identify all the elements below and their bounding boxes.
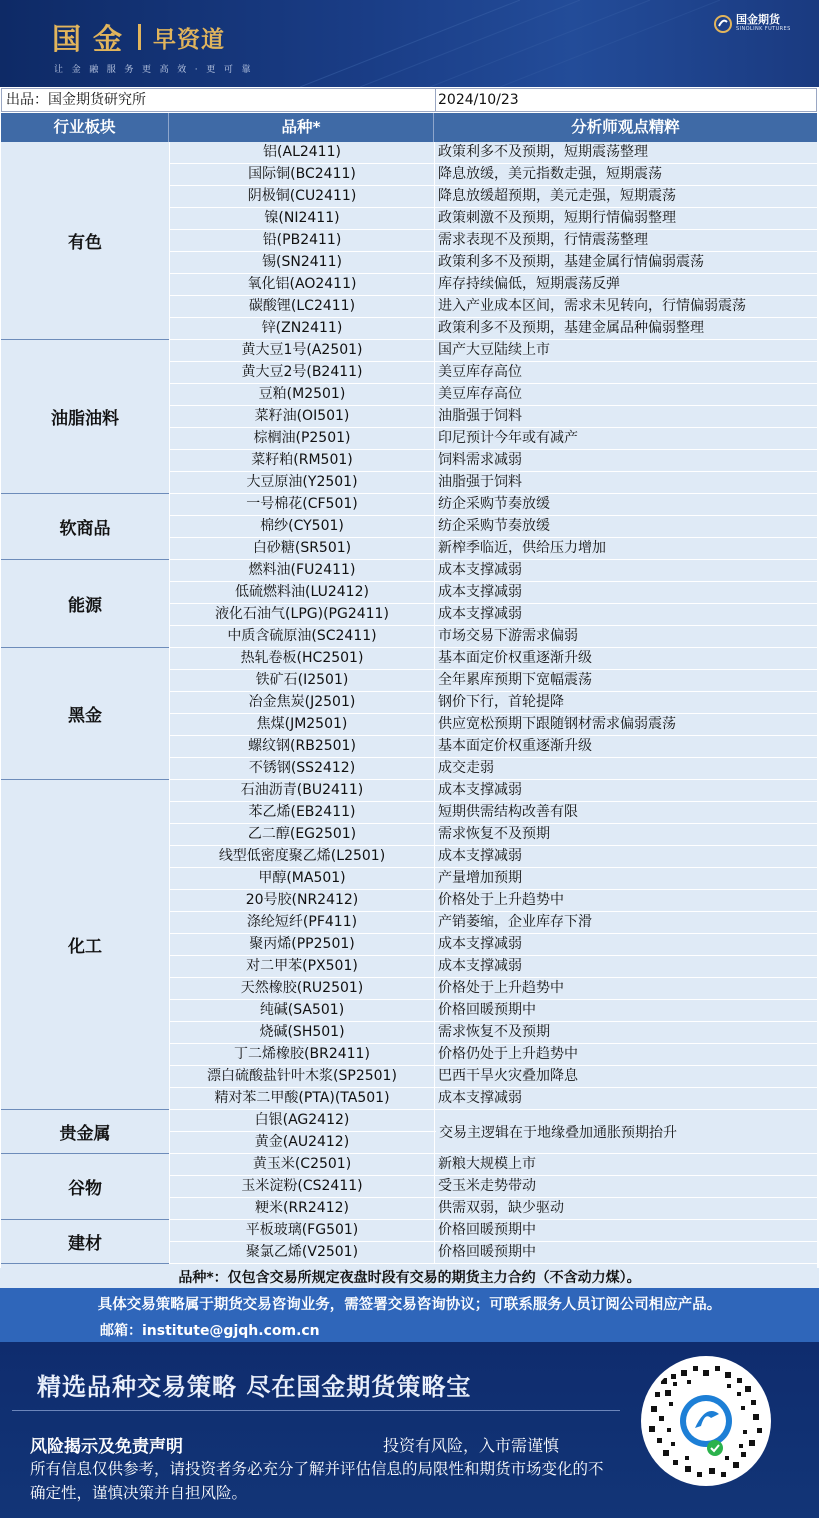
product-cell: 低硫燃料油(LU2412) [169,582,435,603]
table-row [169,340,817,362]
table-row [169,846,817,868]
product-cell: 螺纹钢(RB2501) [169,736,435,757]
view-cell: 成本支撑减弱 [438,782,522,798]
sector-label: 黑金 [1,648,169,780]
product-cell: 焦煤(JM2501) [169,714,435,735]
view-cell: 新榨季临近，供给压力增加 [438,540,606,556]
product-cell: 菜籽油(OI501) [169,406,435,427]
table-row [169,780,817,802]
table-row [169,1154,817,1176]
table-row [169,274,817,296]
promo-title: 精选品种交易策略 尽在国金期货策略宝 [37,1372,472,1401]
product-cell: 纯碱(SA501) [169,1000,435,1021]
view-cell: 价格回暖预期中 [438,1222,536,1238]
product-cell: 镍(NI2411) [169,208,435,229]
product-cell: 石油沥青(BU2411) [169,780,435,801]
consulting-notice [0,1288,819,1342]
view-cell: 政策利多不及预期，短期震荡整理 [438,144,648,160]
view-cell: 降息放缓，美元指数走强，短期震荡 [438,166,662,182]
product-cell: 黄玉米(C2501) [169,1154,435,1175]
brand-guo: 国 [52,21,84,56]
view-cell: 成本支撑减弱 [438,848,522,864]
table-row [169,384,817,406]
product-cell: 漂白硫酸盐针叶木浆(SP2501) [169,1066,435,1087]
view-cell: 价格处于上升趋势中 [438,892,564,908]
table-row [169,318,817,340]
product-cell: 天然橡胶(RU2501) [169,978,435,999]
product-cell: 阴极铜(CU2411) [169,186,435,207]
column-header-sector: 行业板块 [1,113,169,142]
view-cell: 产量增加预期 [438,870,522,886]
view-cell: 美豆库存高位 [438,364,522,380]
risk-warning: 投资有风险，入市需谨慎 [383,1436,560,1455]
product-cell: 粳米(RR2412) [169,1198,435,1219]
product-cell: 精对苯二甲酸(PTA)(TA501) [169,1088,435,1109]
table-row [169,516,817,538]
product-cell: 锌(ZN2411) [169,318,435,339]
product-cell: 棕榈油(P2501) [169,428,435,449]
product-cell: 豆粕(M2501) [169,384,435,405]
view-cell: 成本支撑减弱 [438,562,522,578]
table-row [169,582,817,604]
product-cell: 棉纱(CY501) [169,516,435,537]
table-row [169,648,817,670]
sector-label: 贵金属 [1,1110,169,1154]
view-cell: 受玉米走势带动 [438,1178,536,1194]
table-row [169,560,817,582]
table-row [169,912,817,934]
product-cell: 铅(PB2411) [169,230,435,251]
product-cell: 热轧卷板(HC2501) [169,648,435,669]
view-cell: 成本支撑减弱 [438,936,522,952]
view-cell: 供应宽松预期下跟随钢材需求偏弱震荡 [438,716,676,732]
product-cell: 大豆原油(Y2501) [169,472,435,493]
qr-code[interactable] [641,1356,771,1486]
view-cell: 巴西干旱火灾叠加降息 [438,1068,578,1084]
product-cell: 铝(AL2411) [169,142,435,163]
view-cell: 纺企采购节奏放缓 [438,496,550,512]
company-name: 国金期货 [736,13,780,26]
view-cell: 价格回暖预期中 [438,1244,536,1260]
sector-label: 油脂油料 [1,340,169,494]
view-cell: 降息放缓超预期，美元走强，短期震荡 [438,188,676,204]
product-cell: 线型低密度聚乙烯(L2501) [169,846,435,867]
brand-jin: 金 [93,21,125,56]
table-row [169,1066,817,1088]
product-cell: 聚氯乙烯(V2501) [169,1242,435,1263]
table-row [169,428,817,450]
brand-column-name: 早资道 [153,26,226,53]
risk-disclosure-text: 所有信息仅供参考，请投资者务必充分了解并评估信息的局限性和期货市场变化的不确定性，谨慎决策并自担风险。 [30,1460,604,1502]
table-row [169,626,817,648]
view-cell: 供需双弱，缺少驱动 [438,1200,564,1216]
view-cell: 成本支撑减弱 [438,584,522,600]
view-cell: 需求恢复不及预期 [438,1024,550,1040]
table-row [169,1242,817,1264]
product-cell: 聚丙烯(PP2501) [169,934,435,955]
consulting-notice-text: 具体交易策略属于期货交易咨询业务，需签署交易咨询协议；可联系服务人员订阅公司相应产品。 [97,1297,722,1313]
table-row [169,890,817,912]
table-row [169,736,817,758]
brand-divider [138,24,141,50]
sector-label: 建材 [1,1220,169,1264]
view-cell: 成本支撑减弱 [438,958,522,974]
column-header-product: 品种* [169,113,434,142]
view-cell: 基本面定价权重逐渐升级 [438,650,592,666]
table-row [169,1176,817,1198]
table-row [169,142,817,164]
contact-email[interactable]: 邮箱：institute@gjqh.com.cn [100,1323,320,1339]
view-cell: 需求表现不及预期，行情震荡整理 [438,232,648,248]
view-cell: 价格仍处于上升趋势中 [438,1046,578,1062]
table-row [169,406,817,428]
table-row [169,978,817,1000]
product-cell: 黄大豆1号(A2501) [169,340,435,361]
view-cell: 成本支撑减弱 [438,606,522,622]
footnote: 品种*：仅包含交易所规定夜盘时段有交易的期货主力合约（不含动力煤）。 [0,1268,819,1288]
product-cell: 烧碱(SH501) [169,1022,435,1043]
table-row [169,868,817,890]
view-cell: 饲料需求减弱 [438,452,522,468]
sector-label: 能源 [1,560,169,648]
table-row [169,956,817,978]
table-row [169,604,817,626]
view-cell: 基本面定价权重逐渐升级 [438,738,592,754]
brand-logo [52,20,225,54]
product-cell: 涤纶短纤(PF411) [169,912,435,933]
sector-label: 软商品 [1,494,169,560]
publisher: 出品：国金期货研究所 [1,88,436,112]
promo-divider [12,1410,620,1411]
product-cell: 铁矿石(I2501) [169,670,435,691]
product-cell: 菜籽粕(RM501) [169,450,435,471]
table-header [1,113,817,142]
product-cell: 燃料油(FU2411) [169,560,435,581]
product-cell: 白银(AG2412) [169,1110,435,1131]
table-row [169,824,817,846]
table-row [169,1000,817,1022]
table-row [169,538,817,560]
view-cell: 印尼预计今年或有减产 [438,430,578,446]
view-cell: 成本支撑减弱 [438,1090,522,1106]
view-cell: 产销萎缩，企业库存下滑 [438,914,592,930]
table-row [169,692,817,714]
view-cell: 进入产业成本区间，需求未见转向，行情偏弱震荡 [438,298,746,314]
product-cell: 甲醇(MA501) [169,868,435,889]
slogan: 让金融服务更高效·更可靠 [54,65,260,75]
view-cell: 纺企采购节奏放缓 [438,518,550,534]
table-row [169,1022,817,1044]
product-cell: 国际铜(BC2411) [169,164,435,185]
table-row [169,450,817,472]
view-cell: 价格回暖预期中 [438,1002,536,1018]
product-cell: 一号棉花(CF501) [169,494,435,515]
table-row [169,230,817,252]
product-cell: 中质含硫原油(SC2411) [169,626,435,647]
table-row [169,758,817,780]
table-body [1,142,817,1268]
view-cell: 新粮大规模上市 [438,1156,536,1172]
view-cell: 美豆库存高位 [438,386,522,402]
table-row [169,186,817,208]
view-cell: 油脂强于饲料 [438,408,522,424]
table-row [169,1044,817,1066]
view-cell: 短期供需结构改善有限 [438,804,578,820]
sector-label: 化工 [1,780,169,1110]
table-row [169,670,817,692]
product-cell: 液化石油气(LPG)(PG2411) [169,604,435,625]
product-cell: 对二甲苯(PX501) [169,956,435,977]
table-row [169,252,817,274]
company-logo [714,14,791,33]
product-cell: 碳酸锂(LC2411) [169,296,435,317]
product-cell: 黄金(AU2412) [169,1132,435,1153]
column-header-view: 分析师观点精粹 [571,118,680,136]
view-cell: 全年累库预期下宽幅震荡 [438,672,592,688]
product-cell: 20号胶(NR2412) [169,890,435,911]
product-cell: 白砂糖(SR501) [169,538,435,559]
product-cell: 苯乙烯(EB2411) [169,802,435,823]
product-cell: 冶金焦炭(J2501) [169,692,435,713]
table-row [169,494,817,516]
company-name-en: SINOLINK FUTURES [736,26,791,32]
report-date: 2024/10/23 [435,88,817,112]
company-logo-icon [714,15,732,33]
table-row [169,362,817,384]
table-row [169,714,817,736]
sector-label: 谷物 [1,1154,169,1220]
table-row [169,208,817,230]
view-cell: 国产大豆陆续上市 [438,342,550,358]
view-cell: 油脂强于饲料 [438,474,522,490]
risk-disclosure-title: 风险揭示及免责声明 [30,1437,183,1457]
table-row [169,1088,817,1110]
product-cell: 锡(SN2411) [169,252,435,273]
view-cell: 需求恢复不及预期 [438,826,550,842]
product-cell: 黄大豆2号(B2411) [169,362,435,383]
product-cell: 玉米淀粉(CS2411) [169,1176,435,1197]
table-row [169,1220,817,1242]
page-header [0,0,819,87]
product-cell: 乙二醇(EG2501) [169,824,435,845]
table-row [169,296,817,318]
table-row [169,802,817,824]
view-cell: 政策刺激不及预期，短期行情偏弱整理 [438,210,676,226]
product-cell: 不锈钢(SS2412) [169,758,435,779]
view-cell: 钢价下行，首轮提降 [438,694,564,710]
view-cell: 政策利多不及预期，基建金属品种偏弱整理 [438,320,704,336]
table-row [169,1198,817,1220]
table-row [169,164,817,186]
view-cell: 市场交易下游需求偏弱 [438,628,578,644]
sector-label: 有色 [1,142,169,340]
merged-view-cell: 交易主逻辑在于地缘叠加通胀预期抬升 [436,1110,817,1153]
qr-code-icon [641,1356,771,1486]
table-row [169,934,817,956]
table-row [169,472,817,494]
view-cell: 政策利多不及预期，基建金属行情偏弱震荡 [438,254,704,270]
view-cell: 价格处于上升趋势中 [438,980,564,996]
promo-section [0,1342,819,1518]
view-cell: 成交走弱 [438,760,494,776]
product-cell: 氧化铝(AO2411) [169,274,435,295]
product-cell: 平板玻璃(FG501) [169,1220,435,1241]
view-cell: 库存持续偏低，短期震荡反弹 [438,276,620,292]
product-cell: 丁二烯橡胶(BR2411) [169,1044,435,1065]
